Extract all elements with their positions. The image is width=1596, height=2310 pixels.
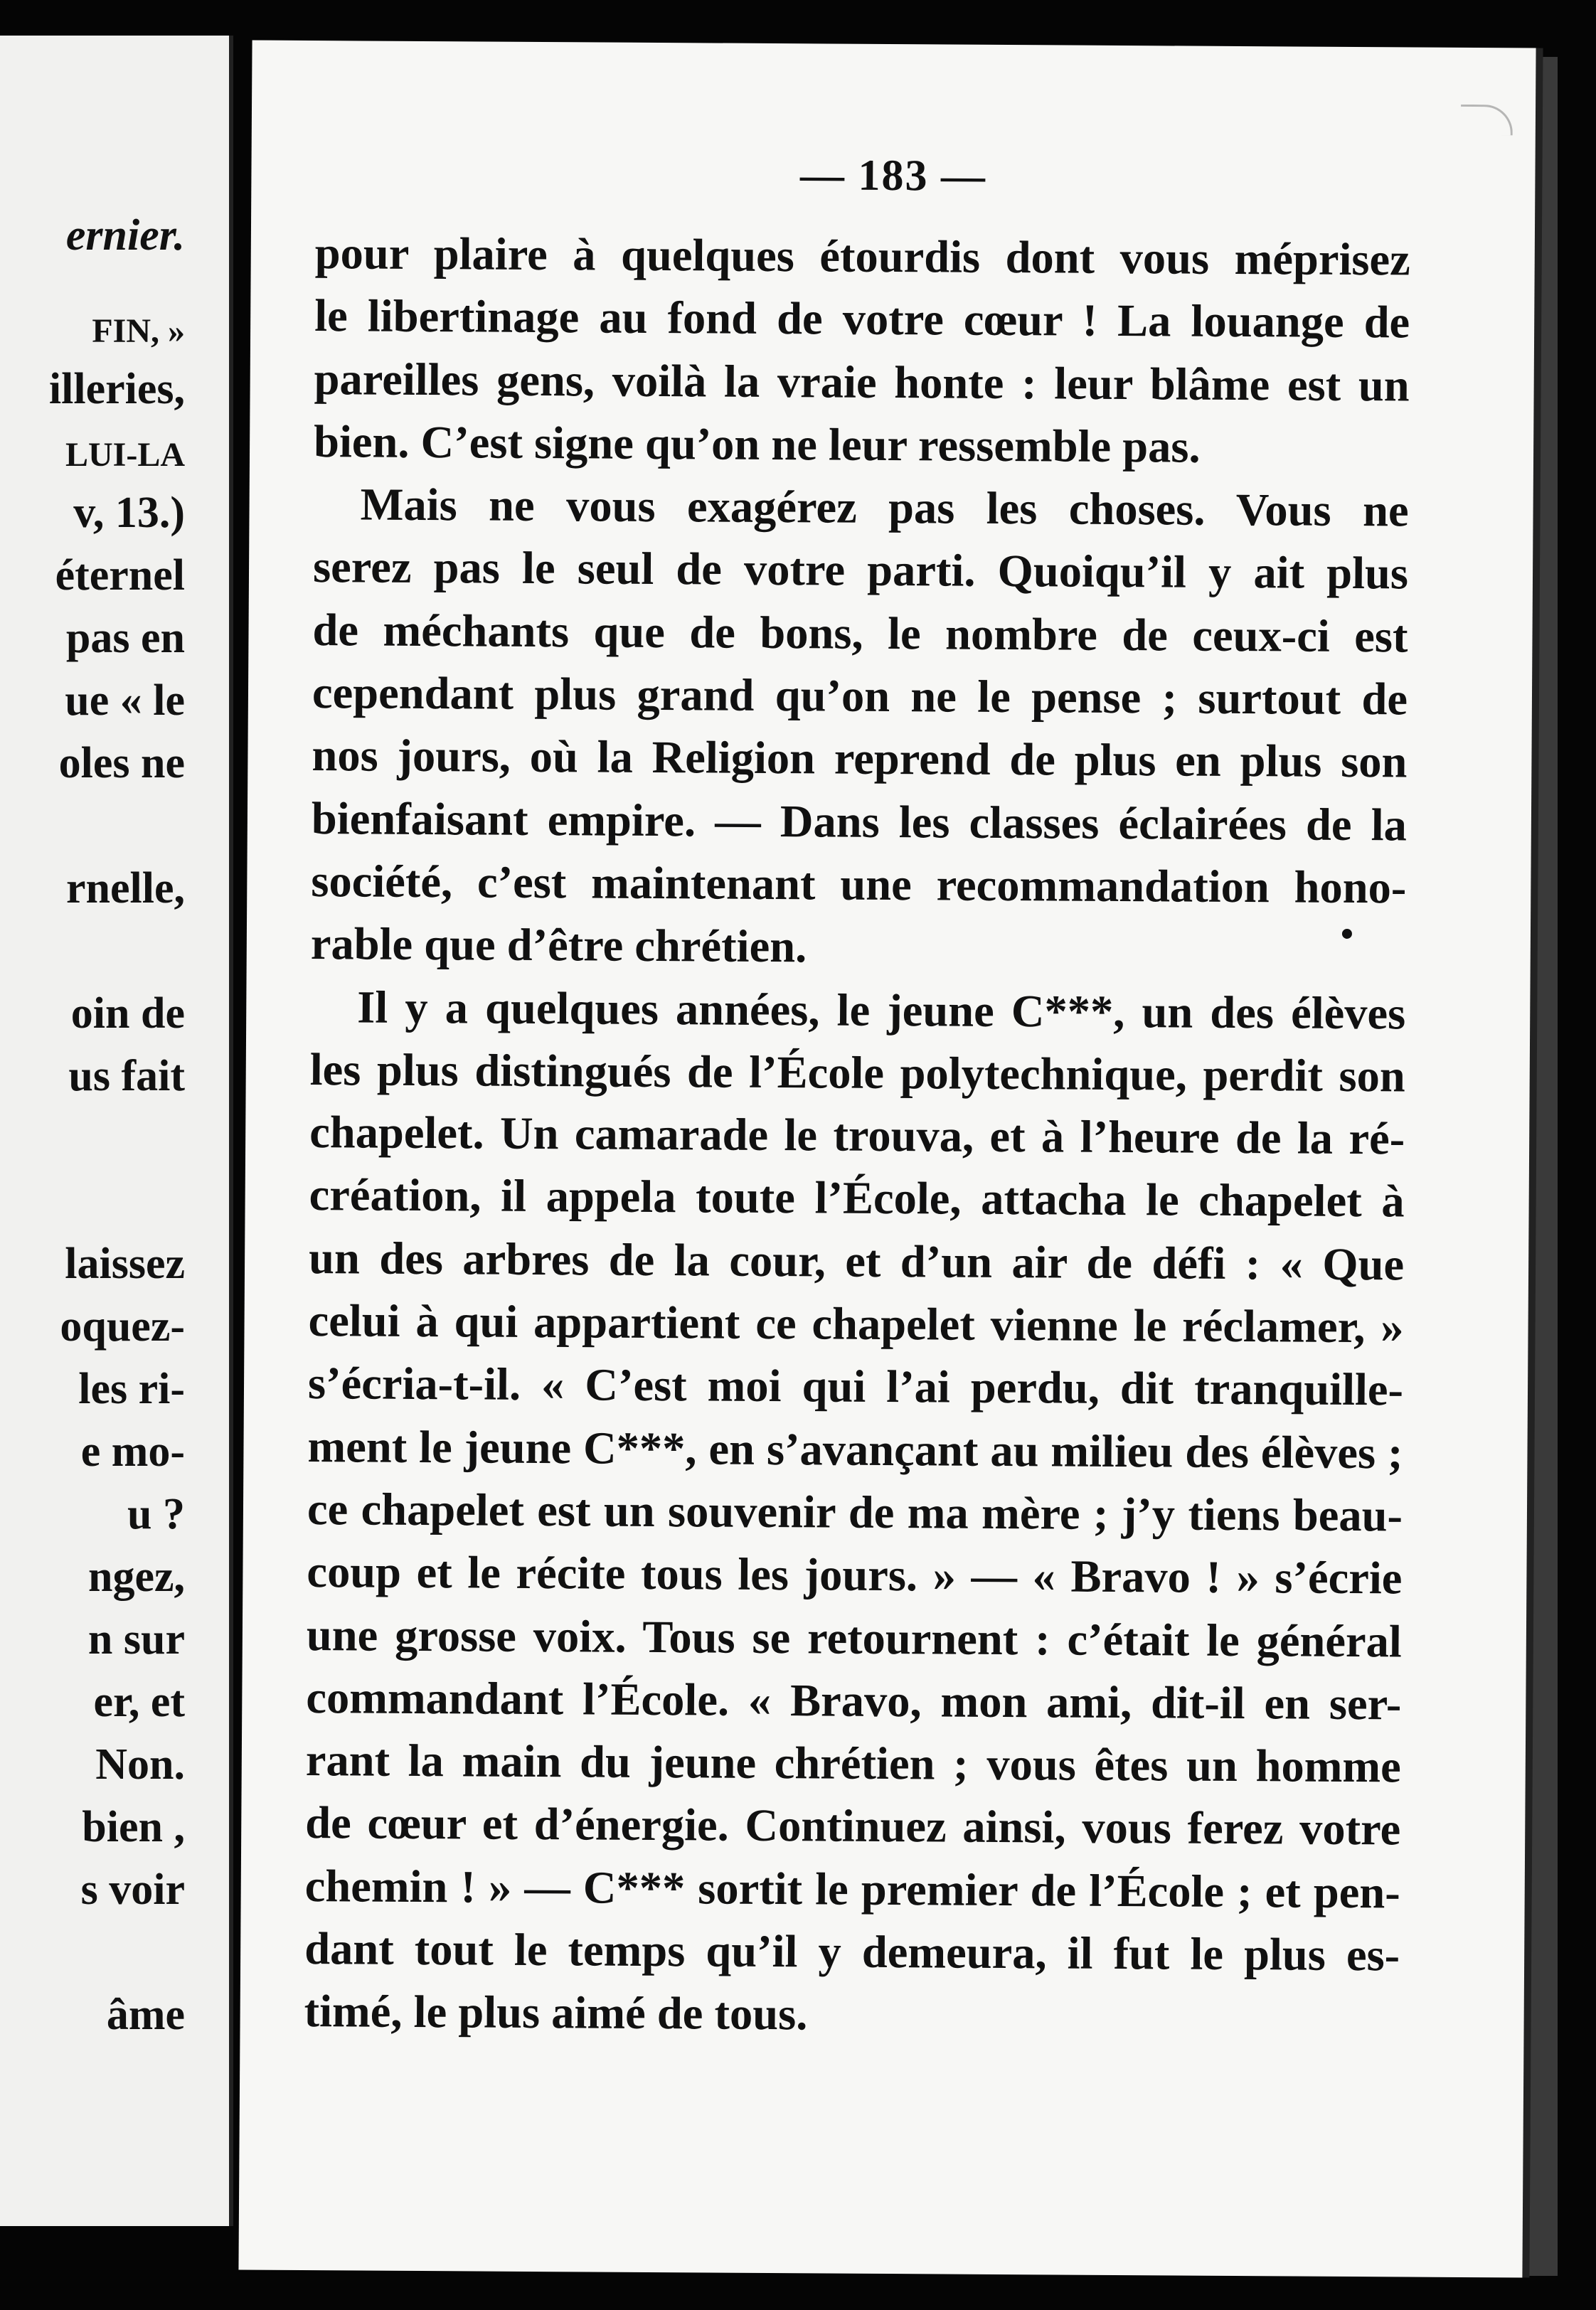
left-page-line: laissez	[65, 1240, 185, 1288]
left-page-line: les ri-	[78, 1365, 185, 1413]
text-line: coup et le récite tous les jours. » — « Bravo ! » s’écrie	[307, 1546, 1403, 1604]
text-line: rable que d’être chrétien.	[310, 918, 807, 972]
text-line: cependant plus grand qu’on ne le pense ; surtout de	[312, 667, 1408, 725]
left-page-line: illeries,	[48, 365, 185, 413]
left-page-line: FIN, »	[92, 312, 185, 350]
left-page-line: u ?	[127, 1490, 185, 1538]
text-line: dant tout le temps qu’il y demeura, il fut le plus es-	[304, 1923, 1400, 1981]
left-page-line: ue « le	[65, 676, 185, 725]
left-page-line: LUI-LA	[65, 436, 185, 474]
paragraph	[311, 473, 1409, 982]
text-line: une grosse voix. Tous se retournent : c’était le général	[306, 1609, 1403, 1666]
text-line: pour plaire à quelques étourdis dont vous méprisez	[314, 228, 1410, 285]
left-page-line: bien ,	[82, 1803, 185, 1851]
paragraph	[304, 976, 1405, 2050]
page-body	[304, 222, 1410, 2050]
ink-speck	[1342, 929, 1352, 939]
left-page-line: oquez-	[60, 1302, 185, 1351]
left-page-line: n sur	[87, 1615, 185, 1664]
text-line: timé, le plus aimé de tous.	[304, 1986, 808, 2040]
page-number: — 183 —	[799, 151, 987, 201]
paragraph	[314, 222, 1410, 480]
left-page-line: éternel	[55, 551, 185, 600]
left-page-line: ernier.	[65, 211, 185, 260]
text-line: rant la main du jeune chrétien ; vous êtes un homme	[305, 1735, 1402, 1792]
text-line: chemin ! » — C*** sortit le premier de l’École ; et pen-	[304, 1860, 1400, 1918]
left-page-line: ngez,	[87, 1553, 185, 1601]
left-page-line: Non.	[95, 1740, 185, 1789]
text-line: société, c’est maintenant une recommandation hono-	[311, 856, 1407, 913]
text-line: création, il appela toute l’École, attacha le chapelet à	[309, 1169, 1405, 1227]
left-page-line: er, et	[93, 1678, 185, 1726]
text-line: pareilles gens, voilà la vraie honte : leur blâme est un	[314, 353, 1410, 411]
text-line: commandant l’École. « Bravo, mon ami, dit-il en ser-	[306, 1671, 1402, 1730]
text-line: un des arbres de la cour, et d’un air de défi : « Que	[308, 1232, 1405, 1290]
text-line: chapelet. Un camarade le trouva, et à l’heure de la ré-	[309, 1107, 1405, 1164]
text-line: ce chapelet est un souvenir de ma mère ; j’y tiens beau-	[307, 1483, 1403, 1541]
left-page-line: oles ne	[58, 739, 185, 787]
left-page-line: rnelle,	[66, 864, 185, 912]
text-line: serez pas le seul de votre parti. Quoiqu’il y ait plus	[312, 541, 1409, 599]
text-line: ment le jeune C***, en s’avançant au milieu des élèves ;	[307, 1420, 1403, 1479]
text-line: de cœur et d’énergie. Continuez ainsi, vous ferez votre	[305, 1797, 1401, 1855]
left-page-line: e mo-	[80, 1427, 185, 1476]
previous-page-fragment	[0, 36, 233, 2226]
corner-mark	[1461, 105, 1513, 135]
text-line: celui à qui appartient ce chapelet vienne le réclamer, »	[308, 1295, 1404, 1353]
text-line: nos jours, où la Religion reprend de plus en plus son	[312, 730, 1408, 787]
book-page	[238, 41, 1536, 2278]
left-page-line: v, 13.)	[73, 489, 185, 537]
text-line: de méchants que de bons, le nombre de ceux-ci est	[312, 604, 1408, 662]
text-line: Il y a quelques années, le jeune C***, un des élèves	[357, 981, 1406, 1039]
left-page-line: pas en	[65, 614, 185, 662]
text-line: bien. C’est signe qu’on ne leur ressemble pas.	[313, 415, 1201, 472]
left-page-line: us fait	[68, 1052, 185, 1100]
text-line: le libertinage au fond de votre cœur ! La louange de	[314, 290, 1410, 348]
text-line: les plus distingués de l’École polytechnique, perdit son	[309, 1043, 1405, 1102]
text-line: s’écria-t-il. « C’est moi qui l’ai perdu, dit tranquille-	[307, 1358, 1404, 1415]
text-line: bienfaisant empire. — Dans les classes éclairées de la	[311, 792, 1408, 851]
text-line: Mais ne vous exagérez pas les choses. Vous ne	[360, 479, 1409, 536]
left-page-line: âme	[106, 1991, 185, 2039]
left-page-line: oin de	[70, 989, 185, 1038]
left-page-line: s voir	[80, 1865, 185, 1914]
